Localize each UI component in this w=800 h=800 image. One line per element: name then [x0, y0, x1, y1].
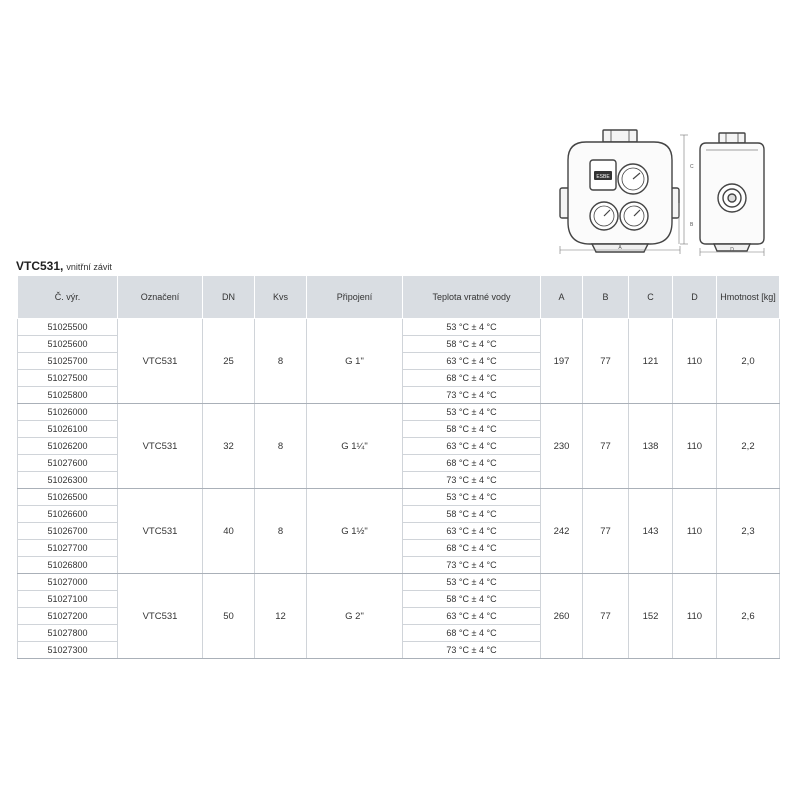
cell-teplota: 58 °C ± 4 °C [403, 591, 541, 608]
header-hmotnost: Hmotnost [kg] [717, 276, 780, 319]
table-row [18, 319, 780, 336]
cell-cislo: 51026300 [18, 472, 118, 489]
cell-pripojeni: G 1" [307, 319, 403, 404]
dimension-label-b: B [690, 222, 694, 228]
cell-cislo: 51025500 [18, 319, 118, 336]
cell-kvs: 8 [255, 319, 307, 404]
cell-hmotnost: 2,3 [717, 489, 780, 574]
table-row [18, 404, 780, 421]
cell-d: 110 [673, 319, 717, 404]
cell-cislo: 51027200 [18, 608, 118, 625]
header-kvs: Kvs [255, 276, 307, 319]
cell-cislo: 51026000 [18, 404, 118, 421]
header-pripojeni: Připojení [307, 276, 403, 319]
cell-b: 77 [583, 574, 629, 659]
spec-table [17, 275, 780, 659]
side-view-drawing [700, 133, 764, 251]
cell-cislo: 51026500 [18, 489, 118, 506]
dimension-label-c: C [690, 164, 694, 170]
cell-cislo: 51027800 [18, 625, 118, 642]
cell-b: 77 [583, 319, 629, 404]
cell-cislo: 51025600 [18, 336, 118, 353]
table-caption [16, 259, 112, 273]
cell-c: 138 [629, 404, 673, 489]
cell-teplota: 63 °C ± 4 °C [403, 523, 541, 540]
header-teplota: Teplota vratné vody [403, 276, 541, 319]
cell-kvs: 12 [255, 574, 307, 659]
cell-hmotnost: 2,6 [717, 574, 780, 659]
header-a: A [541, 276, 583, 319]
cell-cislo: 51026100 [18, 421, 118, 438]
cell-oznaceni: VTC531 [118, 574, 203, 659]
cell-pripojeni: G 2" [307, 574, 403, 659]
cell-teplota: 73 °C ± 4 °C [403, 642, 541, 659]
cell-a: 242 [541, 489, 583, 574]
cell-teplota: 58 °C ± 4 °C [403, 421, 541, 438]
cell-teplota: 68 °C ± 4 °C [403, 370, 541, 387]
cell-cislo: 51027100 [18, 591, 118, 608]
cell-a: 230 [541, 404, 583, 489]
cell-d: 110 [673, 404, 717, 489]
dimension-label-d: D [730, 247, 734, 253]
header-cislo: Č. výr. [18, 276, 118, 319]
cell-a: 260 [541, 574, 583, 659]
cell-cislo: 51025700 [18, 353, 118, 370]
cell-dn: 40 [203, 489, 255, 574]
cell-pripojeni: G 1¼" [307, 404, 403, 489]
front-view-drawing [560, 130, 679, 252]
cell-oznaceni: VTC531 [118, 319, 203, 404]
cell-teplota: 63 °C ± 4 °C [403, 608, 541, 625]
cell-cislo: 51026200 [18, 438, 118, 455]
cell-c: 121 [629, 319, 673, 404]
cell-cislo: 51027500 [18, 370, 118, 387]
cell-pripojeni: G 1½" [307, 489, 403, 574]
table-row [18, 489, 780, 506]
cell-c: 152 [629, 574, 673, 659]
cell-oznaceni: VTC531 [118, 404, 203, 489]
header-oznaceni: Označení [118, 276, 203, 319]
cell-d: 110 [673, 574, 717, 659]
cell-teplota: 53 °C ± 4 °C [403, 574, 541, 591]
cell-kvs: 8 [255, 489, 307, 574]
cell-c: 143 [629, 489, 673, 574]
cell-teplota: 63 °C ± 4 °C [403, 438, 541, 455]
svg-text:ESBE: ESBE [596, 174, 610, 180]
cell-teplota: 58 °C ± 4 °C [403, 506, 541, 523]
model-subtitle: vnitřní závit [66, 262, 112, 272]
cell-cislo: 51025800 [18, 387, 118, 404]
cell-kvs: 8 [255, 404, 307, 489]
table-header-row [18, 276, 780, 319]
cell-a: 197 [541, 319, 583, 404]
cell-teplota: 68 °C ± 4 °C [403, 455, 541, 472]
cell-dn: 25 [203, 319, 255, 404]
spec-table-body [18, 319, 780, 659]
cell-hmotnost: 2,2 [717, 404, 780, 489]
dimension-label-a: A [618, 245, 622, 251]
cell-cislo: 51027600 [18, 455, 118, 472]
cell-cislo: 51027300 [18, 642, 118, 659]
cell-hmotnost: 2,0 [717, 319, 780, 404]
cell-cislo: 51026800 [18, 557, 118, 574]
cell-teplota: 63 °C ± 4 °C [403, 353, 541, 370]
cell-cislo: 51026600 [18, 506, 118, 523]
cell-oznaceni: VTC531 [118, 489, 203, 574]
cell-b: 77 [583, 404, 629, 489]
cell-dn: 32 [203, 404, 255, 489]
cell-teplota: 73 °C ± 4 °C [403, 472, 541, 489]
cell-teplota: 68 °C ± 4 °C [403, 625, 541, 642]
cell-cislo: 51026700 [18, 523, 118, 540]
product-drawings [0, 0, 800, 260]
header-dn: DN [203, 276, 255, 319]
cell-teplota: 73 °C ± 4 °C [403, 387, 541, 404]
model-name: VTC531, [16, 259, 64, 273]
cell-teplota: 53 °C ± 4 °C [403, 319, 541, 336]
cell-b: 77 [583, 489, 629, 574]
cell-teplota: 68 °C ± 4 °C [403, 540, 541, 557]
cell-teplota: 53 °C ± 4 °C [403, 404, 541, 421]
cell-teplota: 58 °C ± 4 °C [403, 336, 541, 353]
cell-d: 110 [673, 489, 717, 574]
cell-cislo: 51027700 [18, 540, 118, 557]
header-d: D [673, 276, 717, 319]
header-b: B [583, 276, 629, 319]
header-c: C [629, 276, 673, 319]
cell-dn: 50 [203, 574, 255, 659]
cell-cislo: 51027000 [18, 574, 118, 591]
table-row [18, 574, 780, 591]
cell-teplota: 73 °C ± 4 °C [403, 557, 541, 574]
cell-teplota: 53 °C ± 4 °C [403, 489, 541, 506]
